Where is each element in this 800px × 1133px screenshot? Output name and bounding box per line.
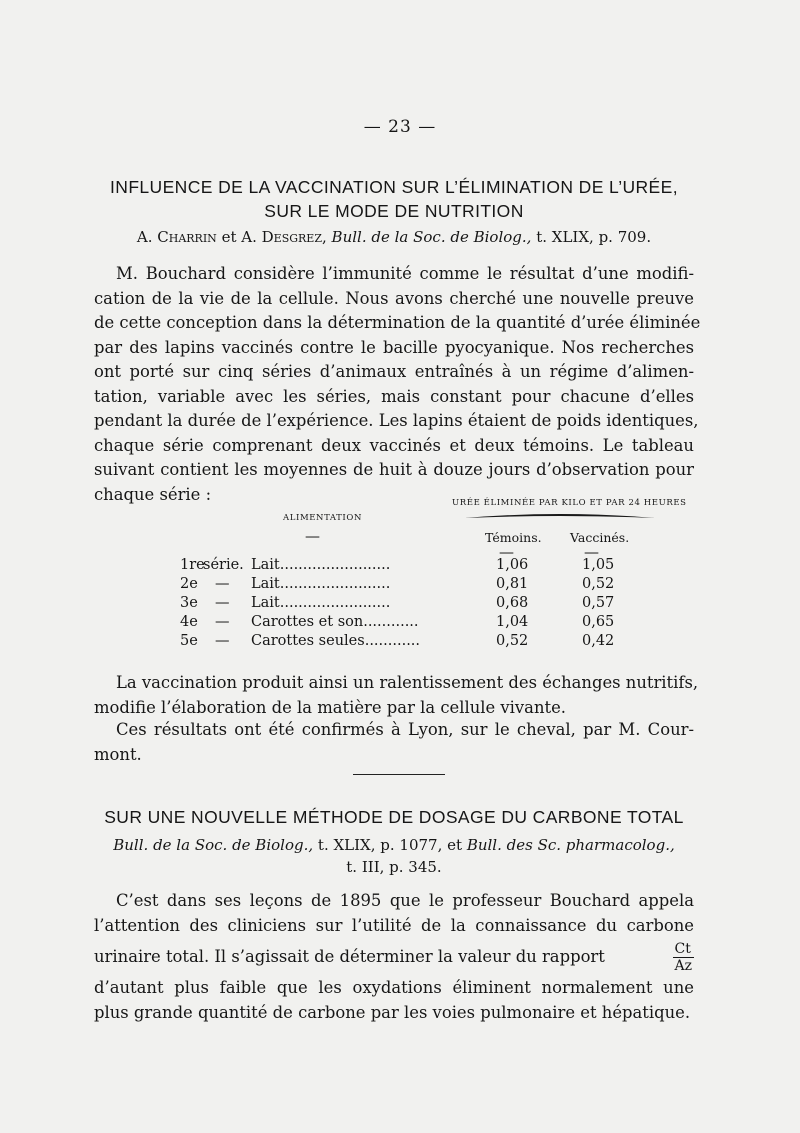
section2-citation-line1 bbox=[94, 834, 694, 856]
journal-name: Bull. de la Soc. de Biolog., bbox=[113, 836, 314, 854]
citation-volume: t. XLIX, p. 709. bbox=[536, 228, 652, 246]
para-line: pendant la durée de l’expérience. Les lapins étaient de poids identiques, bbox=[94, 411, 699, 430]
table-row bbox=[0, 595, 800, 615]
row-vaccines: 0,65 bbox=[582, 614, 615, 630]
confirmation-paragraph bbox=[94, 718, 694, 767]
author2: A. Desgrez, bbox=[241, 228, 327, 246]
table-header-alimentation: ALIMENTATION bbox=[283, 513, 362, 523]
section2-paragraph bbox=[94, 889, 694, 1025]
row-vaccines: 0,57 bbox=[582, 595, 615, 611]
table-brace bbox=[465, 509, 655, 523]
table-header-dash: — bbox=[305, 527, 320, 545]
row-temoins: 1,06 bbox=[496, 557, 529, 573]
col-header-temoins: Témoins. bbox=[485, 530, 542, 545]
para-line-text: urinaire total. Il s’agissait de déterminer la valeur du rapport bbox=[94, 946, 605, 966]
row-series: 1re bbox=[180, 557, 205, 573]
row-label: — bbox=[215, 614, 230, 630]
author1: A. Charrin bbox=[136, 228, 217, 246]
section1-title-line2: SUR LE MODE DE NUTRITION bbox=[264, 201, 524, 221]
section2-title: SUR UNE NOUVELLE MÉTHODE DE DOSAGE DU CARBONE TOTAL bbox=[104, 807, 684, 827]
para-line: chaque série : bbox=[94, 484, 212, 504]
table-row bbox=[0, 557, 800, 577]
row-label: — bbox=[215, 576, 230, 592]
row-food: Carottes et son............ bbox=[251, 614, 419, 630]
section1-citation bbox=[94, 226, 694, 248]
ratio-numerator: Ct bbox=[673, 941, 695, 958]
row-temoins: 0,81 bbox=[496, 576, 529, 592]
table-group-header: URÉE ÉLIMINÉE PAR KILO ET PAR 24 HEURES bbox=[452, 498, 687, 508]
para-line: modifie l’élaboration de la matière par la cellule vivante. bbox=[94, 697, 566, 717]
row-series: 5e bbox=[180, 633, 198, 649]
row-vaccines: 0,52 bbox=[582, 576, 615, 592]
row-temoins: 0,68 bbox=[496, 595, 529, 611]
row-series: 4e bbox=[180, 614, 198, 630]
para-line: l’attention des cliniciens sur l’utilité de la connaissance du carbone bbox=[94, 915, 694, 935]
table-row bbox=[0, 633, 800, 653]
para-line: de cette conception dans la détermination de la quantité d’urée éliminée bbox=[94, 313, 701, 332]
table-row bbox=[0, 576, 800, 596]
para-line: d’autant plus faible que les oxydations éliminent normalement une bbox=[94, 978, 694, 997]
para-line: plus grande quantité de carbone par les voies pulmonaire et hépatique. bbox=[94, 1002, 691, 1022]
row-vaccines: 1,05 bbox=[582, 557, 615, 573]
row-food: Lait........................ bbox=[251, 557, 391, 573]
journal-name-2: Bull. des Sc. pharmacolog., bbox=[466, 836, 675, 854]
table-row bbox=[0, 614, 800, 634]
para-line: suivant contient les moyennes de huit à douze jours d’observation pour bbox=[94, 460, 694, 479]
row-temoins: 1,04 bbox=[496, 614, 529, 630]
row-food: Lait........................ bbox=[251, 576, 391, 592]
para-line: par des lapins vaccinés contre le bacille pyocyanique. Nos recherches bbox=[94, 337, 694, 357]
col-header-vaccines: Vaccinés. bbox=[570, 530, 630, 545]
col-dash-temoins: — bbox=[499, 543, 514, 561]
row-label: — bbox=[215, 595, 230, 611]
row-label: série. bbox=[203, 557, 244, 573]
para-line: cation de la vie de la cellule. Nous avons cherché une nouvelle preuve bbox=[94, 288, 694, 308]
carbon-nitrogen-ratio bbox=[673, 941, 695, 974]
section1-title-line1: INFLUENCE DE LA VACCINATION SUR L’ÉLIMINATION DE L’URÉE, bbox=[110, 177, 678, 197]
author-connector: et bbox=[221, 228, 237, 246]
para-line: tation, variable avec les séries, mais constant pour chacune d’elles bbox=[94, 386, 694, 406]
section-divider bbox=[353, 774, 445, 775]
row-series: 3e bbox=[180, 595, 198, 611]
row-series: 2e bbox=[180, 576, 198, 592]
row-food: Carottes seules............ bbox=[251, 633, 421, 649]
section1-paragraph bbox=[94, 262, 701, 507]
journal-name: Bull. de la Soc. de Biolog., bbox=[331, 228, 532, 246]
col-dash-vaccines: — bbox=[584, 543, 599, 561]
row-food: Lait........................ bbox=[251, 595, 391, 611]
para-line: C’est dans ses leçons de 1895 que le professeur Bouchard appela bbox=[116, 891, 694, 910]
para-line: chaque série comprenant deux vaccinés et deux témoins. Le tableau bbox=[94, 435, 694, 455]
para-line: Ces résultats ont été confirmés à Lyon, sur le cheval, par M. Cour- bbox=[116, 720, 694, 739]
citation-volume: t. XLIX, p. 1077, et bbox=[317, 836, 463, 854]
para-line: M. Bouchard considère l’immunité comme le résultat d’une modifi- bbox=[116, 264, 694, 283]
conclusion-paragraph bbox=[94, 671, 699, 720]
para-line: ont porté sur cinq séries d’animaux entraînés à un régime d’alimen- bbox=[94, 362, 694, 381]
ratio-denominator: Az bbox=[674, 957, 692, 974]
row-label: — bbox=[215, 633, 230, 649]
para-line: La vaccination produit ainsi un ralentissement des échanges nutritifs, bbox=[116, 673, 699, 692]
section2-citation-line2: t. III, p. 345. bbox=[346, 858, 442, 876]
page-number: — 23 — bbox=[363, 117, 437, 137]
row-vaccines: 0,42 bbox=[582, 633, 615, 649]
para-line: mont. bbox=[94, 744, 142, 764]
row-temoins: 0,52 bbox=[496, 633, 529, 649]
para-line-with-ratio bbox=[94, 938, 694, 976]
